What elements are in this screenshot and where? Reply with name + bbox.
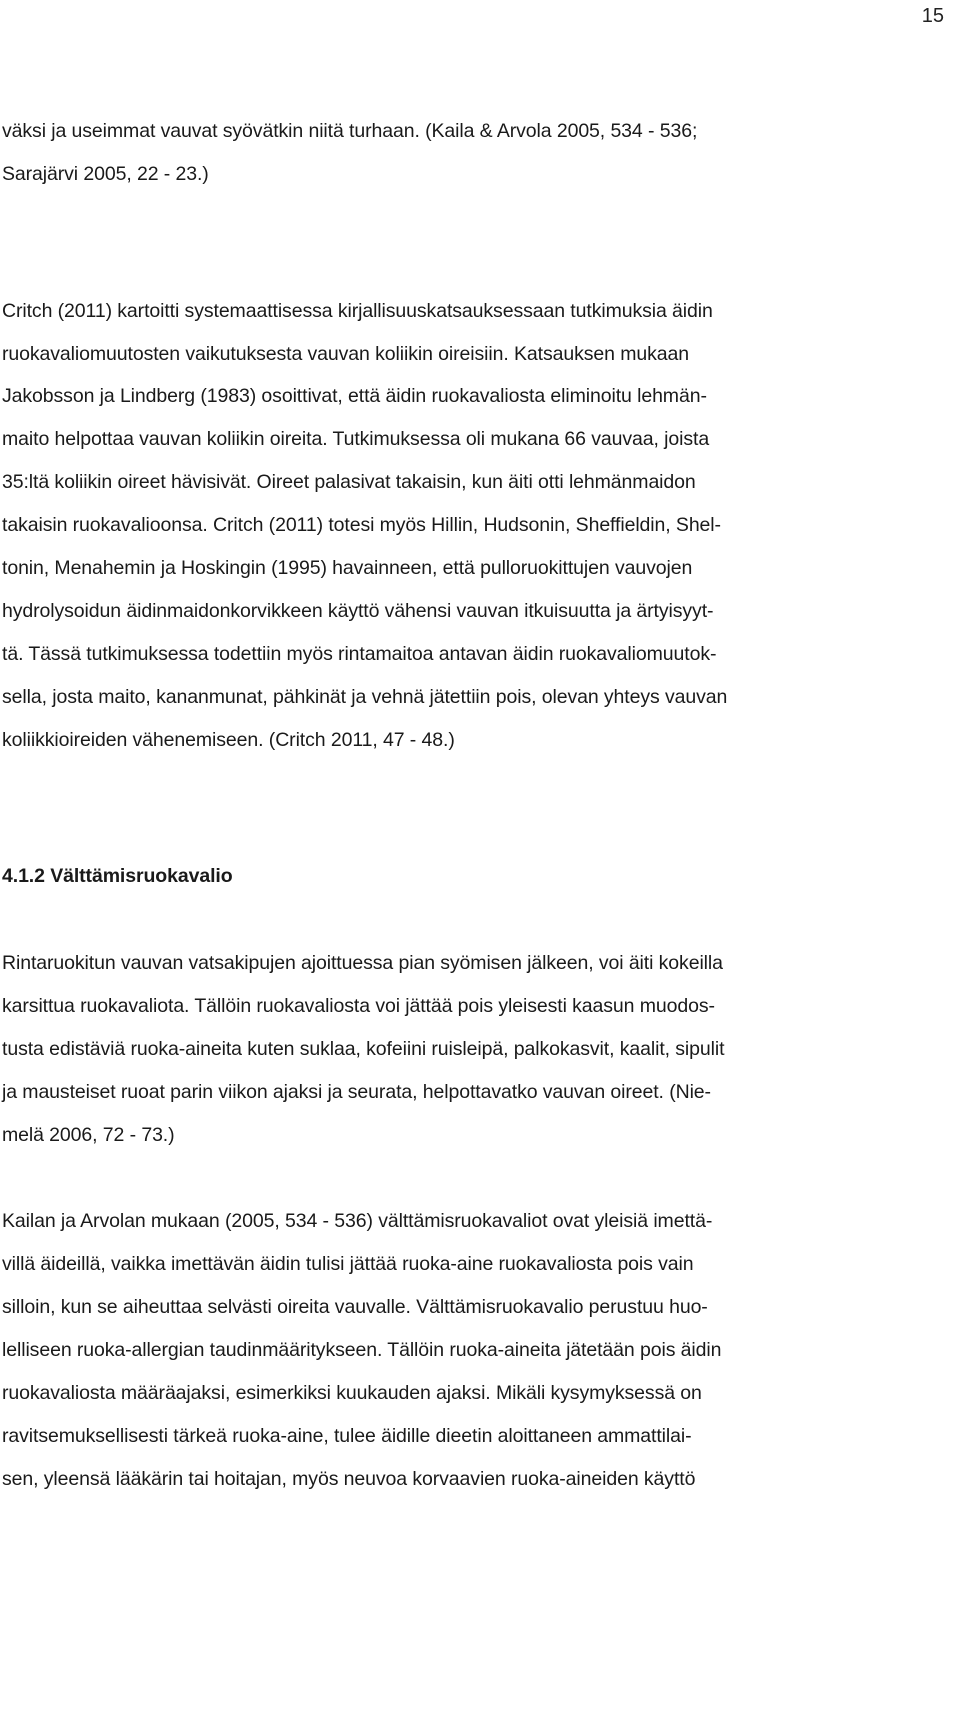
- text-line: ravitsemuksellisesti tärkeä ruoka-aine, tulee äidille dieetin aloittaneen ammattilai-: [2, 1425, 692, 1447]
- text-line: Jakobsson ja Lindberg (1983) osoittivat, että äidin ruokavaliosta eliminoitu lehmän-: [2, 385, 707, 407]
- text-line: villä äideillä, vaikka imettävän äidin tulisi jättää ruoka-aine ruokavaliosta pois vain: [2, 1253, 694, 1275]
- text-line: melä 2006, 72 - 73.): [2, 1124, 175, 1146]
- text-line: karsittua ruokavaliota. Tällöin ruokavaliosta voi jättää pois yleisesti kaasun muodos-: [2, 995, 715, 1017]
- text-line: silloin, kun se aiheuttaa selvästi oireita vauvalle. Välttämisruokavalio perustuu huo-: [2, 1296, 708, 1318]
- section-heading: 4.1.2 Välttämisruokavalio: [2, 865, 233, 887]
- text-line: Kailan ja Arvolan mukaan (2005, 534 - 536) välttämisruokavaliot ovat yleisiä imettä-: [2, 1210, 713, 1232]
- text-line: 35:ltä koliikin oireet hävisivät. Oireet palasivat takaisin, kun äiti otti lehmänmaidon: [2, 471, 696, 493]
- text-line: tusta edistäviä ruoka-aineita kuten suklaa, kofeiini ruisleipä, palkokasvit, kaalit, sipulit: [2, 1038, 725, 1060]
- text-line: ruokavaliomuutosten vaikutuksesta vauvan koliikin oireisiin. Katsauksen mukaan: [2, 343, 689, 365]
- page-number: 15: [921, 5, 944, 27]
- text-line: Critch (2011) kartoitti systemaattisessa kirjallisuuskatsauksessaan tutkimuksia äidin: [2, 300, 713, 322]
- text-line: maito helpottaa vauvan koliikin oireita. Tutkimuksessa oli mukana 66 vauvaa, joista: [2, 428, 710, 450]
- text-line: Sarajärvi 2005, 22 - 23.): [2, 163, 209, 185]
- text-line: Rintaruokitun vauvan vatsakipujen ajoittuessa pian syömisen jälkeen, voi äiti kokeilla: [2, 952, 723, 974]
- text-line: tonin, Menahemin ja Hoskingin (1995) havainneen, että pulloruokittujen vauvojen: [2, 557, 693, 579]
- text-line: sen, yleensä lääkärin tai hoitajan, myös neuvoa korvaavien ruoka-aineiden käyttö: [2, 1468, 696, 1490]
- text-line: takaisin ruokavalioonsa. Critch (2011) totesi myös Hillin, Hudsonin, Sheffieldin, Shel-: [2, 514, 721, 536]
- text-line: tä. Tässä tutkimuksessa todettiin myös rintamaitoa antavan äidin ruokavaliomuutok-: [2, 643, 717, 665]
- text-line: väksi ja useimmat vauvat syövätkin niitä turhaan. (Kaila & Arvola 2005, 534 - 536;: [2, 120, 698, 142]
- text-line: koliikkioireiden vähenemiseen. (Critch 2011, 47 - 48.): [2, 729, 455, 751]
- text-line: ruokavaliosta määräajaksi, esimerkiksi kuukauden ajaksi. Mikäli kysymyksessä on: [2, 1382, 702, 1404]
- text-line: hydrolysoidun äidinmaidonkorvikkeen käyttö vähensi vauvan itkuisuutta ja ärtyisyyt-: [2, 600, 714, 622]
- text-line: sella, josta maito, kananmunat, pähkinät ja vehnä jätettiin pois, olevan yhteys vauvan: [2, 686, 728, 708]
- text-line: lelliseen ruoka-allergian taudinmääritykseen. Tällöin ruoka-aineita jätetään pois äidin: [2, 1339, 722, 1361]
- text-line: ja mausteiset ruoat parin viikon ajaksi ja seurata, helpottavatko vauvan oireet. (Nie-: [2, 1081, 711, 1103]
